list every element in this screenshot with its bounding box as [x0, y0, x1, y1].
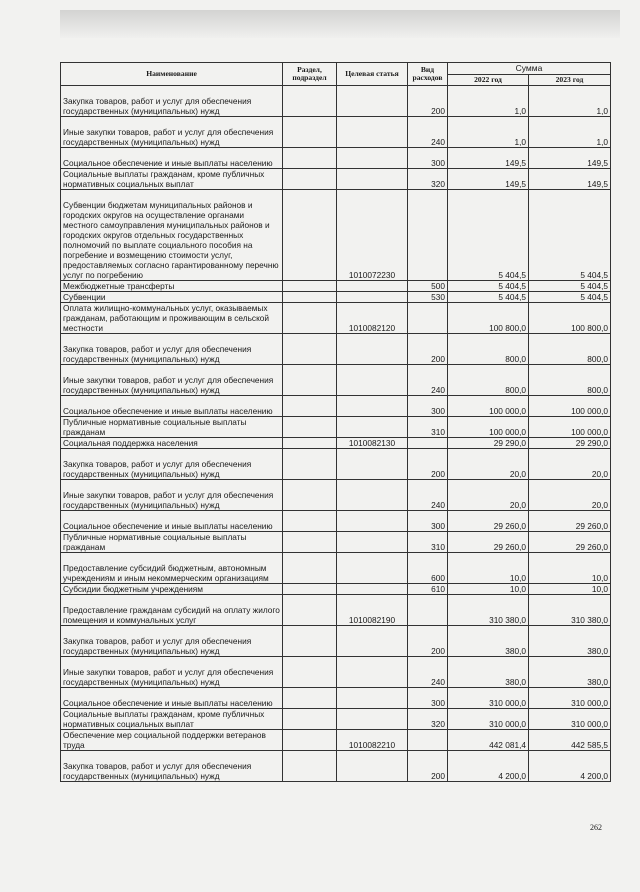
table-row	[61, 511, 611, 532]
header-name: Наименование	[61, 63, 283, 86]
row-type: 200	[408, 86, 448, 117]
row-sum-2022: 149,5	[448, 169, 529, 190]
row-name: Оплата жилищно-коммунальных услуг, оказываемых гражданам, работающим и проживающим в сельской местности	[61, 303, 283, 334]
row-sum-2022: 10,0	[448, 553, 529, 584]
budget-table	[60, 62, 611, 782]
row-name: Закупка товаров, работ и услуг для обеспечения государственных (муниципальных) нужд	[61, 86, 283, 117]
row-sum-2022: 5 404,5	[448, 281, 529, 292]
table-row	[61, 688, 611, 709]
row-section	[283, 117, 337, 148]
row-sum-2023: 149,5	[529, 148, 611, 169]
row-name: Иные закупки товаров, работ и услуг для обеспечения государственных (муниципальных) нужд	[61, 365, 283, 396]
row-sum-2022: 29 260,0	[448, 532, 529, 553]
row-name: Социальные выплаты гражданам, кроме публичных нормативных социальных выплат	[61, 709, 283, 730]
row-target	[337, 148, 408, 169]
row-sum-2022: 29 290,0	[448, 438, 529, 449]
table-row	[61, 117, 611, 148]
table-row	[61, 190, 611, 281]
row-sum-2023: 29 260,0	[529, 511, 611, 532]
row-name: Иные закупки товаров, работ и услуг для обеспечения государственных (муниципальных) нужд	[61, 117, 283, 148]
table-row	[61, 281, 611, 292]
row-sum-2023: 20,0	[529, 480, 611, 511]
scan-artifact	[60, 10, 620, 38]
row-section	[283, 281, 337, 292]
row-type	[408, 730, 448, 751]
row-sum-2022: 20,0	[448, 480, 529, 511]
row-section	[283, 303, 337, 334]
row-sum-2022: 100 000,0	[448, 396, 529, 417]
row-sum-2022: 310 380,0	[448, 595, 529, 626]
row-sum-2023: 149,5	[529, 169, 611, 190]
table-row	[61, 417, 611, 438]
row-target: 1010082190	[337, 595, 408, 626]
table-row	[61, 709, 611, 730]
row-name: Межбюджетные трансферты	[61, 281, 283, 292]
row-section	[283, 334, 337, 365]
row-type: 310	[408, 417, 448, 438]
row-target	[337, 281, 408, 292]
row-sum-2022: 380,0	[448, 626, 529, 657]
row-name: Субсидии бюджетным учреждениям	[61, 584, 283, 595]
header-section: Раздел, подраздел	[283, 63, 337, 86]
row-sum-2023: 20,0	[529, 449, 611, 480]
row-section	[283, 553, 337, 584]
header-type: Вид расходов	[408, 63, 448, 86]
row-type: 240	[408, 657, 448, 688]
table-row	[61, 303, 611, 334]
row-sum-2023: 4 200,0	[529, 751, 611, 782]
row-sum-2022: 1,0	[448, 86, 529, 117]
row-sum-2022: 1,0	[448, 117, 529, 148]
table-row	[61, 595, 611, 626]
row-type: 300	[408, 688, 448, 709]
row-sum-2022: 149,5	[448, 148, 529, 169]
row-target	[337, 688, 408, 709]
row-target	[337, 117, 408, 148]
row-name: Предоставление субсидий бюджетным, автономным учреждениям и иным некоммерческим организациям	[61, 553, 283, 584]
row-target	[337, 396, 408, 417]
row-type: 200	[408, 334, 448, 365]
header-2023: 2023 год	[529, 74, 611, 86]
table-row	[61, 730, 611, 751]
row-sum-2023: 1,0	[529, 117, 611, 148]
table-body	[61, 86, 611, 782]
row-section	[283, 169, 337, 190]
header-sum: Сумма	[448, 63, 611, 75]
row-type: 610	[408, 584, 448, 595]
row-type: 600	[408, 553, 448, 584]
row-section	[283, 190, 337, 281]
row-sum-2022: 310 000,0	[448, 688, 529, 709]
row-section	[283, 396, 337, 417]
row-name: Иные закупки товаров, работ и услуг для обеспечения государственных (муниципальных) нужд	[61, 657, 283, 688]
row-type	[408, 595, 448, 626]
row-sum-2022: 10,0	[448, 584, 529, 595]
row-type: 300	[408, 396, 448, 417]
row-target	[337, 584, 408, 595]
row-target	[337, 417, 408, 438]
table-row	[61, 292, 611, 303]
row-section	[283, 480, 337, 511]
row-sum-2023: 310 000,0	[529, 688, 611, 709]
row-target	[337, 511, 408, 532]
row-name: Социальные выплаты гражданам, кроме публичных нормативных социальных выплат	[61, 169, 283, 190]
row-type: 240	[408, 480, 448, 511]
row-type: 200	[408, 626, 448, 657]
row-sum-2023: 5 404,5	[529, 292, 611, 303]
row-name: Обеспечение мер социальной поддержки ветеранов труда	[61, 730, 283, 751]
table-row	[61, 480, 611, 511]
row-type: 310	[408, 532, 448, 553]
row-sum-2023: 800,0	[529, 334, 611, 365]
row-section	[283, 595, 337, 626]
row-target: 1010082210	[337, 730, 408, 751]
table-row	[61, 438, 611, 449]
row-sum-2023: 380,0	[529, 657, 611, 688]
row-name: Социальное обеспечение и иные выплаты населению	[61, 396, 283, 417]
row-sum-2022: 100 000,0	[448, 417, 529, 438]
row-sum-2022: 800,0	[448, 334, 529, 365]
row-sum-2023: 800,0	[529, 365, 611, 396]
row-sum-2022: 100 800,0	[448, 303, 529, 334]
row-sum-2023: 100 800,0	[529, 303, 611, 334]
row-type	[408, 190, 448, 281]
table-row	[61, 532, 611, 553]
row-name: Публичные нормативные социальные выплаты гражданам	[61, 532, 283, 553]
row-type	[408, 438, 448, 449]
row-type: 200	[408, 751, 448, 782]
table-row	[61, 584, 611, 595]
row-section	[283, 148, 337, 169]
row-target: 1010072230	[337, 190, 408, 281]
row-section	[283, 438, 337, 449]
row-type: 320	[408, 709, 448, 730]
row-target	[337, 657, 408, 688]
row-section	[283, 626, 337, 657]
row-target	[337, 334, 408, 365]
row-name: Иные закупки товаров, работ и услуг для обеспечения государственных (муниципальных) нужд	[61, 480, 283, 511]
row-section	[283, 751, 337, 782]
header-2022: 2022 год	[448, 74, 529, 86]
row-sum-2022: 442 081,4	[448, 730, 529, 751]
row-type: 200	[408, 449, 448, 480]
row-name: Предоставление гражданам субсидий на оплату жилого помещения и коммунальных услуг	[61, 595, 283, 626]
row-section	[283, 417, 337, 438]
table-row	[61, 86, 611, 117]
row-sum-2023: 29 290,0	[529, 438, 611, 449]
row-target	[337, 626, 408, 657]
row-name: Социальное обеспечение и иные выплаты населению	[61, 688, 283, 709]
row-sum-2023: 380,0	[529, 626, 611, 657]
row-type	[408, 303, 448, 334]
row-target	[337, 480, 408, 511]
row-name: Закупка товаров, работ и услуг для обеспечения государственных (муниципальных) нужд	[61, 751, 283, 782]
row-target	[337, 169, 408, 190]
table-row	[61, 626, 611, 657]
row-section	[283, 86, 337, 117]
row-name: Публичные нормативные социальные выплаты гражданам	[61, 417, 283, 438]
table-row	[61, 396, 611, 417]
row-sum-2023: 5 404,5	[529, 190, 611, 281]
row-target	[337, 292, 408, 303]
table-row	[61, 148, 611, 169]
row-target	[337, 532, 408, 553]
row-name: Закупка товаров, работ и услуг для обеспечения государственных (муниципальных) нужд	[61, 449, 283, 480]
row-section	[283, 365, 337, 396]
row-sum-2023: 310 000,0	[529, 709, 611, 730]
row-sum-2022: 29 260,0	[448, 511, 529, 532]
row-type: 300	[408, 511, 448, 532]
row-target	[337, 86, 408, 117]
row-type: 240	[408, 117, 448, 148]
row-target: 1010082120	[337, 303, 408, 334]
row-name: Закупка товаров, работ и услуг для обеспечения государственных (муниципальных) нужд	[61, 334, 283, 365]
row-sum-2022: 4 200,0	[448, 751, 529, 782]
row-sum-2022: 800,0	[448, 365, 529, 396]
row-name: Социальное обеспечение и иные выплаты населению	[61, 511, 283, 532]
table-row	[61, 334, 611, 365]
row-target	[337, 553, 408, 584]
row-sum-2023: 310 380,0	[529, 595, 611, 626]
row-section	[283, 511, 337, 532]
header-target: Целевая статья	[337, 63, 408, 86]
row-sum-2023: 10,0	[529, 553, 611, 584]
row-sum-2023: 100 000,0	[529, 396, 611, 417]
row-name: Субвенции бюджетам муниципальных районов и городских округов на осуществление органами местного самоуправления муниципальных районов и городских округов отдельных государственных полномочий по выплате социального пособия на погребение и возмещению стоимости услуг, предоставляемых согласно гарантированному перечню услуг по погребению	[61, 190, 283, 281]
row-sum-2023: 100 000,0	[529, 417, 611, 438]
table-row	[61, 553, 611, 584]
row-target	[337, 365, 408, 396]
row-type: 500	[408, 281, 448, 292]
row-name: Социальное обеспечение и иные выплаты населению	[61, 148, 283, 169]
table-row	[61, 449, 611, 480]
page-number: 262	[590, 823, 602, 832]
row-sum-2023: 10,0	[529, 584, 611, 595]
row-sum-2022: 380,0	[448, 657, 529, 688]
row-type: 240	[408, 365, 448, 396]
table-row	[61, 169, 611, 190]
table-row	[61, 657, 611, 688]
row-target	[337, 751, 408, 782]
table-row	[61, 751, 611, 782]
row-sum-2022: 20,0	[448, 449, 529, 480]
row-section	[283, 584, 337, 595]
row-target	[337, 449, 408, 480]
row-name: Социальная поддержка населения	[61, 438, 283, 449]
row-type: 530	[408, 292, 448, 303]
row-sum-2022: 310 000,0	[448, 709, 529, 730]
row-type: 320	[408, 169, 448, 190]
row-section	[283, 292, 337, 303]
row-section	[283, 688, 337, 709]
row-target: 1010082130	[337, 438, 408, 449]
row-sum-2023: 29 260,0	[529, 532, 611, 553]
row-section	[283, 709, 337, 730]
row-name: Субвенции	[61, 292, 283, 303]
row-section	[283, 532, 337, 553]
row-section	[283, 449, 337, 480]
row-sum-2023: 5 404,5	[529, 281, 611, 292]
row-sum-2022: 5 404,5	[448, 190, 529, 281]
row-sum-2023: 442 585,5	[529, 730, 611, 751]
header-row	[61, 63, 611, 75]
row-section	[283, 730, 337, 751]
row-sum-2022: 5 404,5	[448, 292, 529, 303]
row-section	[283, 657, 337, 688]
row-type: 300	[408, 148, 448, 169]
table-row	[61, 365, 611, 396]
row-name: Закупка товаров, работ и услуг для обеспечения государственных (муниципальных) нужд	[61, 626, 283, 657]
row-sum-2023: 1,0	[529, 86, 611, 117]
row-target	[337, 709, 408, 730]
